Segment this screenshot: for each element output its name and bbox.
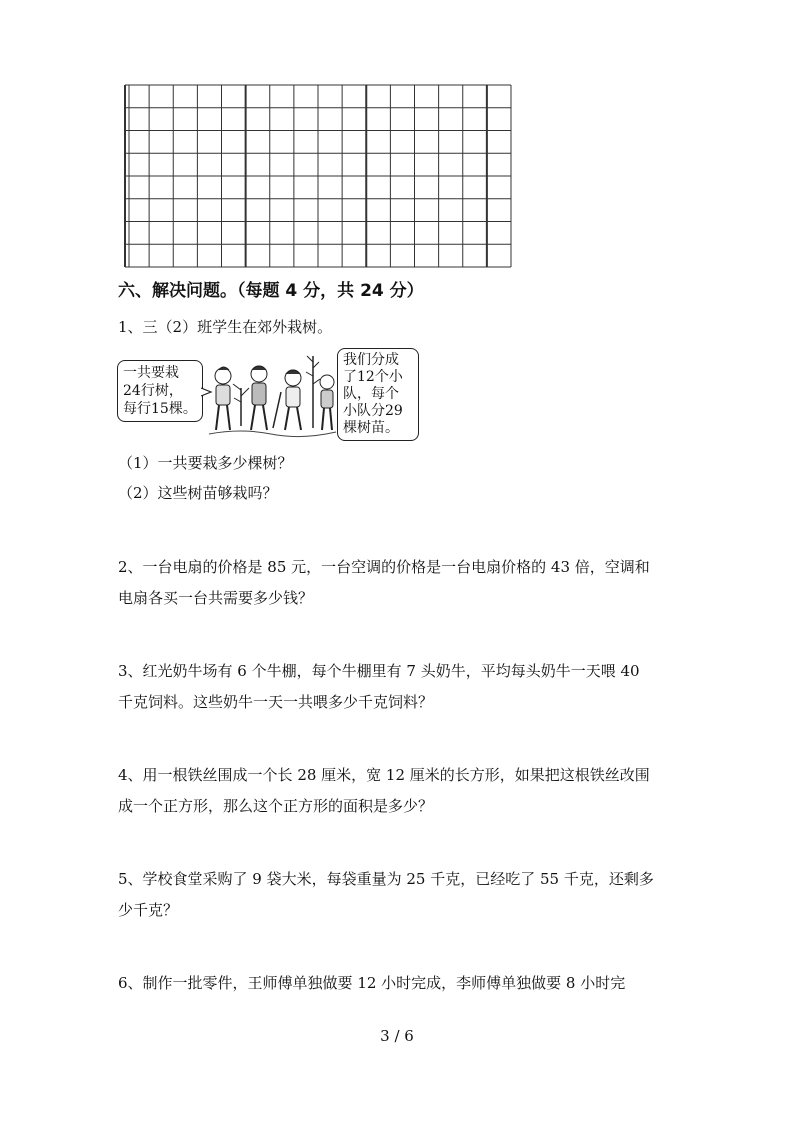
problem-1-stem: 1、三（2）班学生在郊外栽树。: [118, 318, 333, 336]
problem-5-line-2: 少千克？: [118, 901, 179, 919]
problem-1-question-1: （1）一共要栽多少棵树？: [118, 454, 293, 472]
bubble-right-line: 棵树苗。: [343, 420, 399, 436]
page-number: 3 / 6: [380, 1027, 414, 1045]
speech-bubble-right: [337, 348, 419, 441]
problem-5-line-1: 5、学校食堂采购了 9 袋大米，每袋重量为 25 千克，已经吃了 55 千克，还剩多: [118, 870, 654, 888]
children-planting-trees-image: [201, 348, 341, 440]
problem-3-line-1: 3、红光奶牛场有 6 个牛棚，每个牛棚里有 7 头奶牛，平均每头奶牛一天喂 40: [118, 662, 640, 680]
bubble-right-line: 队，每个: [343, 386, 399, 402]
problem-2-line-1: 2、一台电扇的价格是 85 元，一台空调的价格是一台电扇价格的 43 倍，空调和: [118, 558, 650, 576]
problem-1-question-2: （2）这些树苗够栽吗？: [118, 484, 278, 502]
section-title: 六、解决问题。（每题 4 分，共 24 分）: [118, 281, 424, 301]
speech-bubble-left: [117, 360, 203, 422]
problem-2-line-2: 电扇各买一台共需要多少钱？: [118, 589, 314, 607]
problem-3-line-2: 千克饲料。这些奶牛一天一共喂多少千克饲料？: [118, 693, 434, 711]
bubble-left-line: 24行树，: [123, 383, 183, 399]
bubble-right-line: 小队分29: [343, 403, 403, 419]
bubble-right-line: 了12个小: [343, 369, 403, 385]
bubble-left-line: 一共要栽: [123, 365, 179, 381]
bubble-right-line: 我们分成: [343, 352, 399, 368]
tree-planting-illustration: [115, 348, 420, 440]
problem-4-line-2: 成一个正方形，那么这个正方形的面积是多少？: [118, 797, 434, 815]
bubble-left-line: 每行15棵。: [123, 401, 197, 417]
calculation-grid[interactable]: [123, 84, 513, 268]
problem-6-line-1: 6、制作一批零件，王师傅单独做要 12 小时完成，李师傅单独做要 8 小时完: [118, 974, 626, 992]
problem-4-line-1: 4、用一根铁丝围成一个长 28 厘米，宽 12 厘米的长方形，如果把这根铁丝改围: [118, 766, 650, 784]
